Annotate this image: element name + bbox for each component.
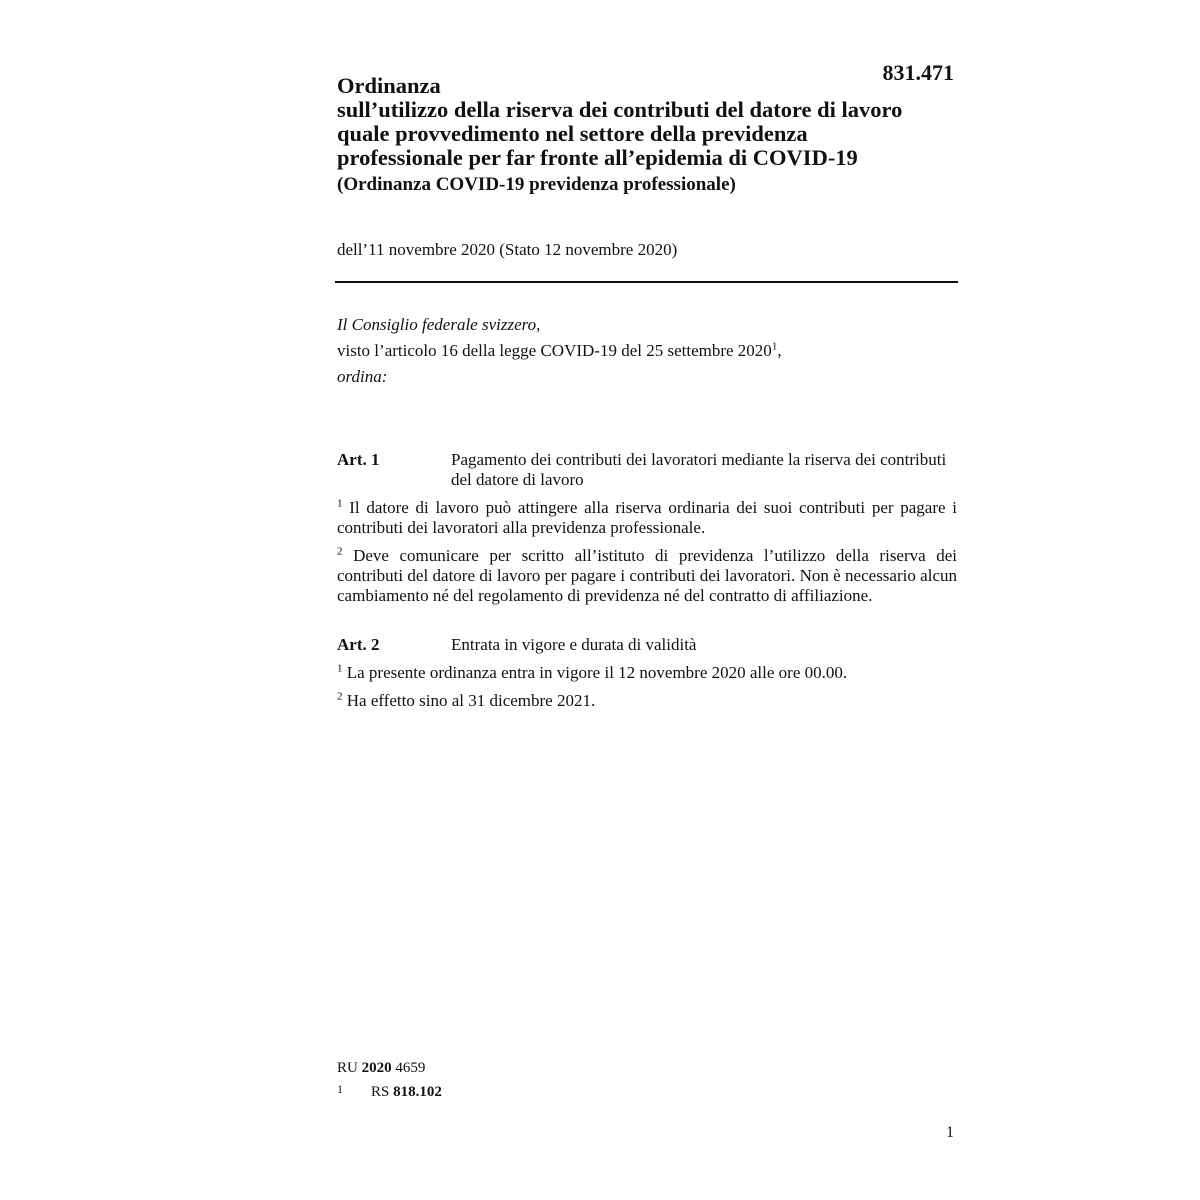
article-2 [337,635,957,711]
article-paragraph [337,691,957,711]
ru-prefix: RU [337,1060,358,1076]
preamble [337,312,957,390]
article-heading [337,450,957,490]
paragraph-number: 2 [337,690,343,703]
article-paragraph [337,498,957,538]
page-number: 1 [946,1124,954,1141]
footnotes [337,1058,442,1103]
paragraph-number: 2 [337,545,343,558]
footnote [337,1079,442,1103]
article-title: Entrata in vigore e durata di validità [451,635,697,654]
footnote-reference-link[interactable]: 818.102 [393,1084,442,1100]
title-line: quale provvedimento nel settore della previdenza [337,121,808,146]
footnote-prefix: RS [371,1084,390,1100]
article-number: Art. 1 [337,450,380,469]
paragraph-number: 1 [337,497,343,510]
title-block [337,74,977,197]
header-divider [335,281,958,283]
preamble-authority: Il Consiglio federale svizzero, [337,315,541,334]
title-line: sull’utilizzo della riserva dei contributi del datore di lavoro [337,97,903,122]
paragraph-text: Ha effetto sino al 31 dicembre 2021. [346,691,596,710]
preamble-basis-suffix: , [777,341,782,360]
short-title: (Ordinanza COVID-19 previdenza professionale) [337,174,736,195]
ru-citation [337,1058,442,1079]
paragraph-text: La presente ordinanza entra in vigore il 12 novembre 2020 alle ore 00.00. [346,663,848,682]
article-1 [337,450,957,606]
article-number: Art. 2 [337,635,380,654]
ru-year: 2020 [361,1060,392,1076]
footnote-number: 1 [337,1082,343,1096]
article-heading [337,635,957,655]
paragraph-text: Deve comunicare per scritto all’istituto di previdenza l’utilizzo della riserva dei contributi del datore di lavoro per pagare i contributi dei lavoratori. Non è necessario alcun cambiamento né del regolamento di previdenza né del contratto di affiliazione. [337,546,957,605]
preamble-ordains: ordina: [337,367,388,386]
footnote-reference[interactable]: 1 [771,340,778,353]
paragraph-text: Il datore di lavoro può attingere alla riserva ordinaria dei suoi contributi per pagare i contributi dei lavoratori alla previdenza professionale. [337,498,958,537]
paragraph-number: 1 [337,662,343,675]
title-line: professionale per far fronte all’epidemia di COVID-19 [337,145,858,170]
preamble-basis-text: visto l’articolo 16 della legge COVID-19 del 25 settembre 2020 [337,341,772,360]
title-line: Ordinanza [337,73,441,98]
document-date: dell’11 novembre 2020 (Stato 12 novembre 2020) [337,240,678,259]
preamble-basis [337,338,957,364]
article-paragraph [337,546,957,606]
sr-number: 831.471 [882,60,954,85]
article-title: Pagamento dei contributi dei lavoratori mediante la riserva dei contributi del datore di lavoro [451,450,947,489]
ru-page: 4659 [395,1060,426,1076]
article-paragraph [337,663,957,683]
